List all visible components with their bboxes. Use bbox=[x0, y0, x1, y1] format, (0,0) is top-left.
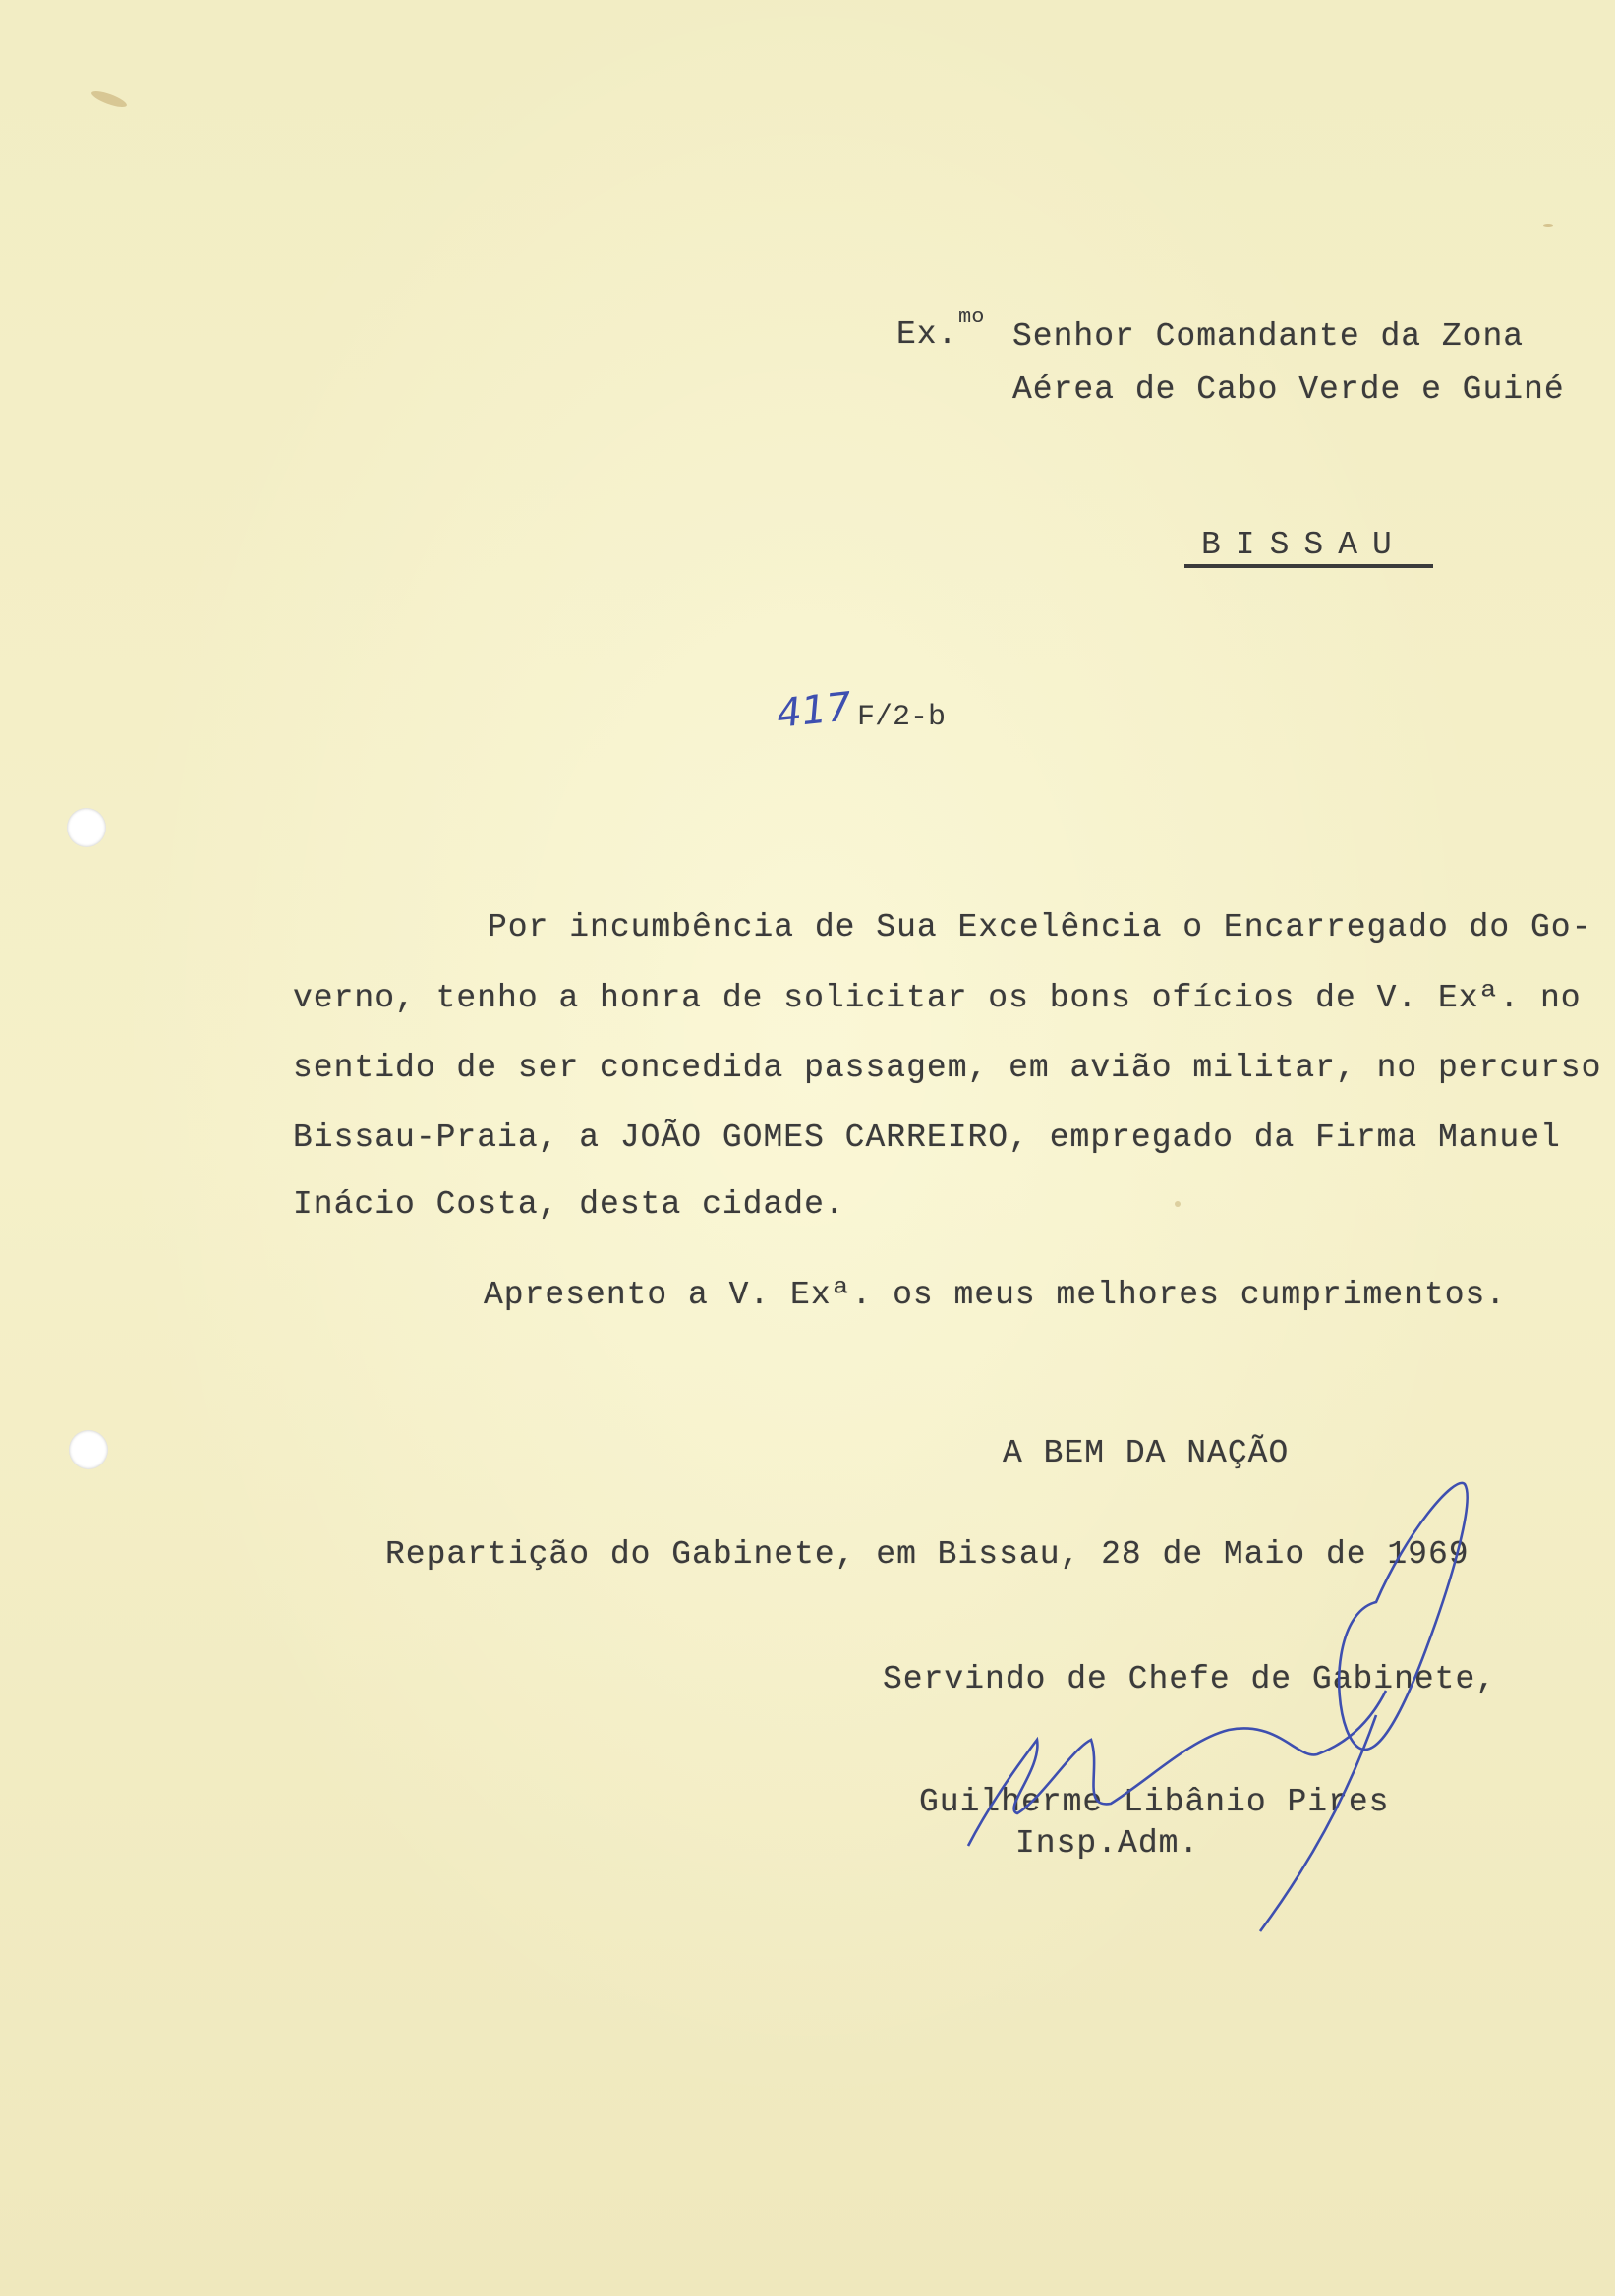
handwritten-reference-number: 417 bbox=[774, 684, 854, 737]
body-line-5: Inácio Costa, desta cidade. bbox=[293, 1186, 845, 1223]
body-line-3: sentido de ser concedida passagem, em avião militar, no percurso bbox=[293, 1050, 1602, 1086]
body-line-2: verno, tenho a honra de solicitar os bons ofícios de V. Exª. no bbox=[293, 980, 1582, 1016]
signature-wave-stroke bbox=[968, 1691, 1386, 1846]
addressee-salutation: Ex. bbox=[896, 316, 958, 353]
reference-code: F/2-b bbox=[857, 701, 947, 734]
signatory-name: Guilherme Libânio Pires bbox=[919, 1784, 1390, 1820]
signatory-role: Servindo de Chefe de Gabinete, bbox=[883, 1661, 1497, 1697]
addressee-line-1: Senhor Comandante da Zona bbox=[1012, 318, 1525, 355]
motto: A BEM DA NAÇÃO bbox=[1003, 1435, 1290, 1471]
place-and-date: Repartição do Gabinete, em Bissau, 28 de Maio de 1969 bbox=[385, 1536, 1470, 1573]
addressee-salutation-superscript: mo bbox=[958, 305, 985, 329]
body-line-4: Bissau-Praia, a JOÃO GOMES CARREIRO, empregado da Firma Manuel bbox=[293, 1119, 1561, 1156]
signatory-title: Insp.Adm. bbox=[1015, 1825, 1200, 1862]
signature-loop-stroke bbox=[1339, 1483, 1467, 1750]
body-closing-paragraph: Apresento a V. Exª. os meus melhores cumprimentos. bbox=[484, 1277, 1507, 1313]
addressee-line-2: Aérea de Cabo Verde e Guiné bbox=[1012, 372, 1565, 408]
body-line-1: Por incumbência de Sua Excelência o Encarregado do Go- bbox=[488, 909, 1592, 946]
addressee-city: BISSAU bbox=[1201, 527, 1407, 563]
